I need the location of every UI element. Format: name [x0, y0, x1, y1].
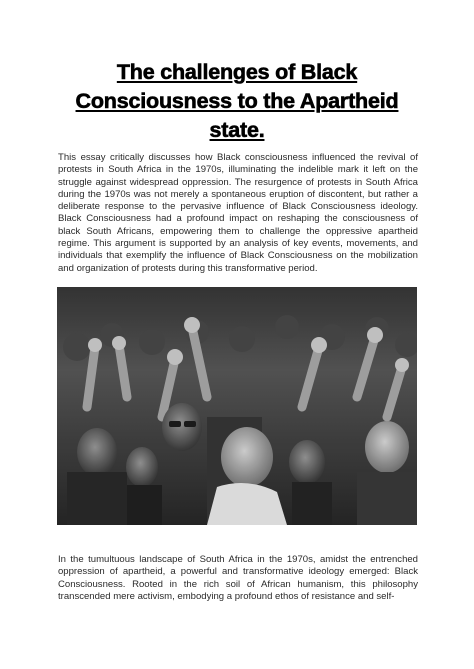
protest-photograph — [57, 287, 417, 525]
intro-paragraph: This essay critically discusses how Black consciousness influenced the revival of protests in South Africa in the 1970s, illuminating the indelible mark it left on the struggle against widespread oppression. The resurgence of protests in South Africa during the 1970s was not merely a spontaneous eruption of discontent, but rather a deliberate response to the pervasive influence of Black Consciousness ideology. Black Consciousness had a profound impact on reshaping the consciousness of black South Africans, empowering them to challenge the oppressive apartheid regime. This argument is supported by an analysis of key events, movements, and individuals that exemplify the influence of Black Consciousness on the mobilization and organization of protests during this transformative period. — [58, 152, 418, 274]
title-line-2: Consciousness to the Apartheid — [75, 89, 399, 113]
title-line-3: state. — [209, 118, 265, 142]
document-title — [40, 58, 434, 145]
title-line-1: The challenges of Black — [116, 60, 358, 84]
body-paragraph: In the tumultuous landscape of South Africa in the 1970s, amidst the entrenched oppression of apartheid, a powerful and transformative ideology emerged: Black Consciousness. Rooted in the rich soil of African humanism, this philosophy transcended mere activism, embodying a profound ethos of resistance and self- — [58, 554, 418, 602]
